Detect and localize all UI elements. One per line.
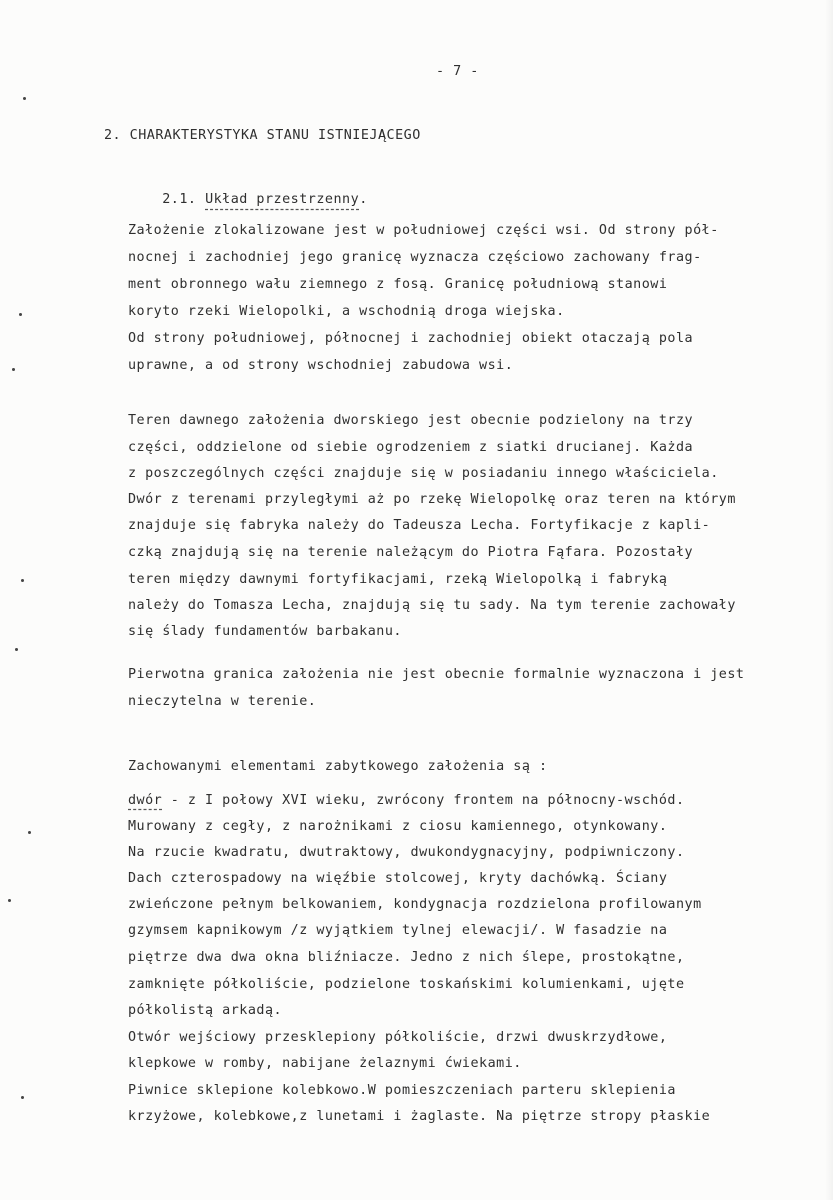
dwor-line: zwieńczone pełnym belkowaniem, kondygnacja rozdzielona profilowanym (128, 897, 702, 912)
dwor-term: dwór (128, 793, 163, 808)
margin-speck (12, 368, 15, 371)
page-number: - 7 - (436, 64, 479, 79)
margin-speck (23, 97, 26, 100)
dwor-line: Murowany z cegły, z narożnikami z ciosu kamiennego, otynkowany. (128, 819, 668, 834)
dwor-line: Dach czterospadowy na więźbie stolcowej, kryty dachówką. Ściany (128, 871, 668, 886)
paragraph-2-line: Dwór z terenami przyległymi aż po rzekę Wielopolkę oraz teren na którym (128, 492, 736, 507)
paragraph-2-line: teren między dawnymi fortyfikacjami, rzeką Wielopolką i fabryką (128, 572, 668, 587)
elements-intro: Zachowanymi elementami zabytkowego założenia są : (128, 759, 548, 774)
paragraph-2-line: Teren dawnego założenia dworskiego jest obecnie podzielony na trzy (128, 413, 694, 428)
paragraph-2-line: części, oddzielone od siebie ogrodzeniem z siatki drucianej. Każda (128, 440, 694, 455)
dwor-line: półkolistą arkadą. (128, 1003, 283, 1018)
margin-speck (19, 313, 22, 316)
paragraph-3-line: nieczytelna w terenie. (128, 694, 317, 709)
margin-speck (15, 648, 18, 651)
paragraph-1-line: ment obronnego wału ziemnego z fosą. Granicę południową stanowi (128, 277, 668, 292)
paragraph-2-line: należy do Tomasza Lecha, znajdują się tu sady. Na tym terenie zachowały (128, 598, 736, 613)
section-heading: 2. CHARAKTERYSTYKA STANU ISTNIEJĄCEGO (104, 128, 421, 143)
margin-speck (28, 831, 31, 834)
dwor-line: klepkowe w romby, nabijane żelaznymi ćwiekami. (128, 1056, 522, 1071)
dwor-line: Na rzucie kwadratu, dwutraktowy, dwukondygnacyjny, podpiwniczony. (128, 845, 685, 860)
margin-speck (21, 579, 24, 582)
subsection-suffix: . (359, 192, 368, 208)
dwor-first-line-rest: - z I połowy XVI wieku, zwrócony frontem na północny-wschód. (162, 793, 685, 808)
paragraph-3-line: Pierwotna granica założenia nie jest obecnie formalnie wyznaczona i jest (128, 667, 745, 682)
margin-speck (8, 899, 11, 902)
paragraph-1-line: koryto rzeki Wielopolki, a wschodnią droga wiejska. (128, 304, 565, 319)
paragraph-1-line: Od strony południowej, północnej i zachodniej obiekt otaczają pola (128, 331, 694, 346)
dwor-line: zamknięte półkoliście, podzielone toskańskimi kolumienkami, ujęte (128, 977, 685, 992)
subsection-number: 2.1. (162, 192, 197, 208)
subsection-heading (128, 180, 368, 220)
scan-edge (825, 0, 833, 1200)
paragraph-1-line: uprawne, a od strony wschodniej zabudowa wsi. (128, 358, 514, 373)
dwor-line: Piwnice sklepione kolebkowo.W pomieszczeniach parteru sklepienia (128, 1083, 676, 1098)
paragraph-2-line: znajduje się fabryka należy do Tadeusza Lecha. Fortyfikacje z kapli- (128, 518, 711, 533)
paragraph-2-line: się ślady fundamentów barbakanu. (128, 624, 402, 639)
dwor-line: gzymsem kapnikowym /z wyjątkiem tylnej elewacji/. W fasadzie na (128, 923, 668, 938)
dwor-line: piętrze dwa dwa okna bliźniacze. Jedno z nich ślepe, prostokątne, (128, 950, 685, 965)
subsection-title: Układ przestrzenny (205, 192, 360, 208)
dwor-first-line (128, 794, 685, 807)
paragraph-1-line: Założenie zlokalizowane jest w południowej części wsi. Od strony pół- (128, 223, 719, 238)
paragraph-1-line: nocnej i zachodniej jego granicę wyznacza częściowo zachowany frag- (128, 250, 702, 265)
paragraph-2-line: z poszczególnych części znajduje się w posiadaniu innego właściciela. (128, 466, 719, 481)
dwor-line: krzyżowe, kolebkowe,z lunetami i żaglaste. Na piętrze stropy płaskie (128, 1109, 711, 1124)
paragraph-2-line: czką znajdują się na terenie należącym do Piotra Fąfara. Pozostały (128, 545, 694, 560)
margin-speck (21, 1096, 24, 1099)
dwor-line: Otwór wejściowy przesklepiony półkoliście, drzwi dwuskrzydłowe, (128, 1030, 668, 1045)
